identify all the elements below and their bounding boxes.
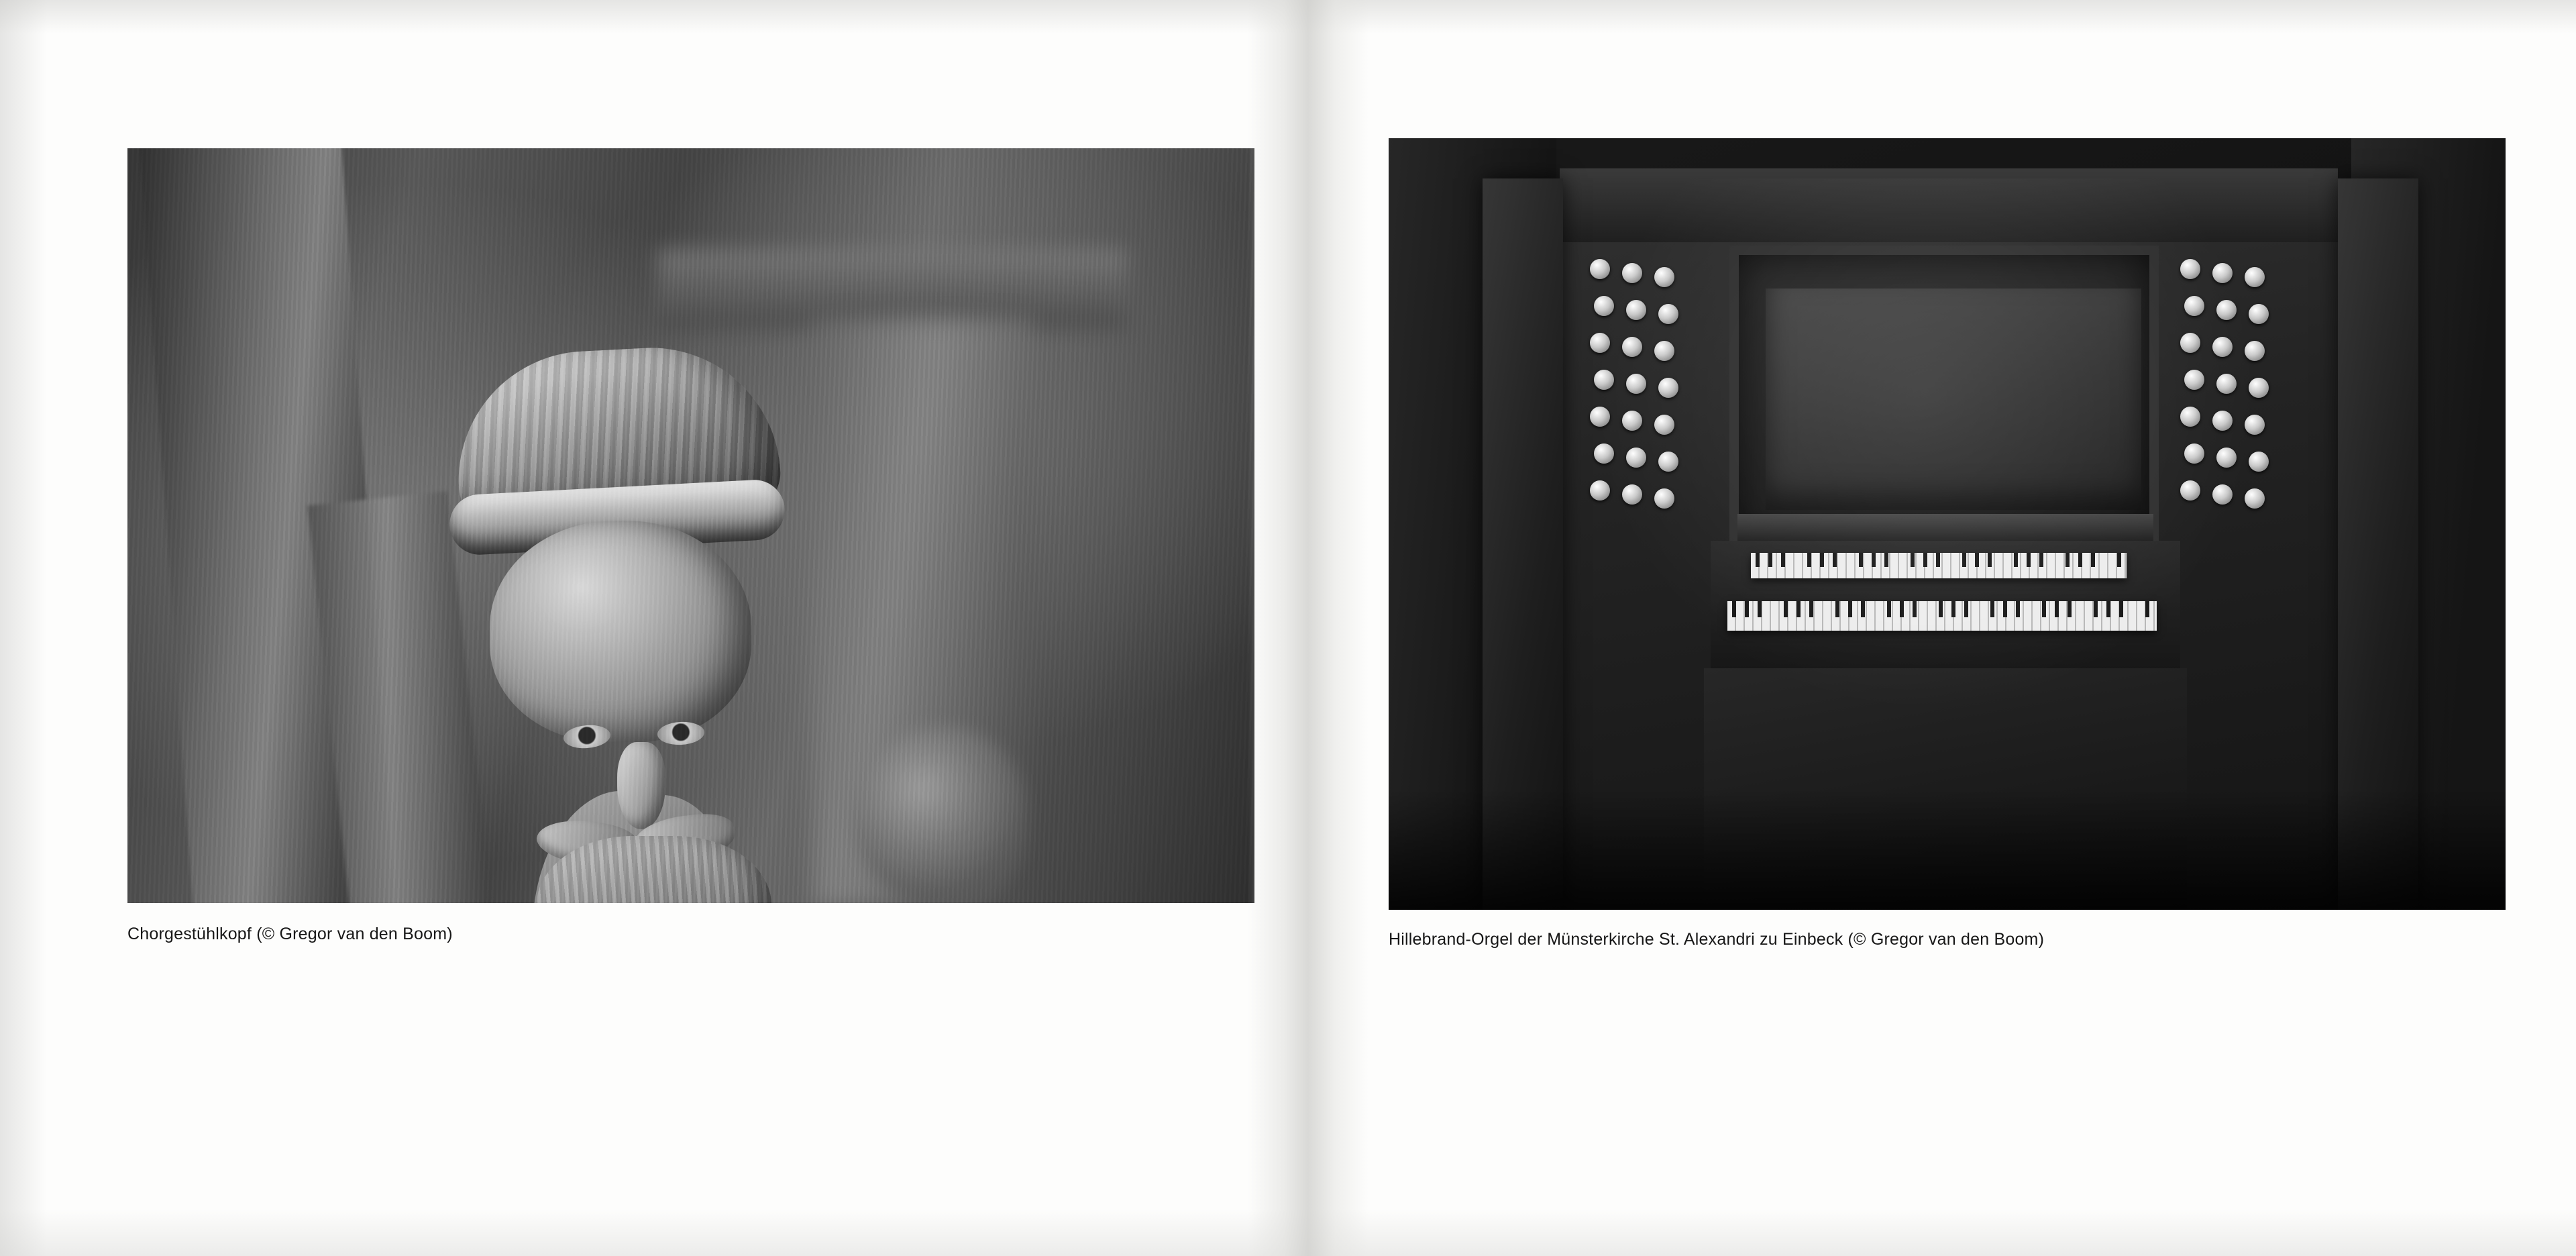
organ-manual-lower-black-keys	[1727, 601, 2157, 617]
organ-stop-knob	[2216, 448, 2237, 468]
photo-shadow-overlay	[1389, 789, 2506, 910]
organ-stop-knob-bank-right	[2180, 259, 2314, 541]
page-edge-shading-bottom	[0, 1209, 2576, 1256]
organ-stop-knob	[1594, 296, 1614, 316]
page-edge-shading-top	[0, 0, 2576, 34]
organ-stop-knob	[2245, 488, 2265, 509]
organ-stop-knob-bank-left	[1590, 259, 1724, 541]
organ-stop-knob	[1626, 448, 1646, 468]
organ-stop-knob	[2180, 407, 2200, 427]
organ-stop-knob	[1658, 304, 1678, 324]
organ-console-niche-panel	[1766, 289, 2141, 510]
organ-stop-knob	[1654, 488, 1674, 509]
organ-stop-knob	[1658, 452, 1678, 472]
figure-right-caption: Hillebrand-Orgel der Münsterkirche St. Alexandri zu Einbeck (© Gregor van den Boom)	[1389, 930, 2045, 949]
photo-choir-stall-head	[127, 148, 1254, 903]
organ-stop-knob	[1594, 443, 1614, 464]
organ-stop-knob	[2212, 484, 2233, 505]
organ-stop-knob	[2212, 411, 2233, 431]
organ-stop-knob	[1622, 484, 1642, 505]
organ-stop-knob	[2245, 267, 2265, 287]
organ-stop-knob	[1622, 337, 1642, 357]
organ-console-niche	[1729, 246, 2159, 547]
organ-stop-knob	[2216, 374, 2237, 394]
organ-music-rest	[1737, 514, 2153, 541]
organ-stop-knob	[2245, 415, 2265, 435]
organ-stop-knob	[1658, 378, 1678, 398]
organ-stop-knob	[1594, 370, 1614, 390]
organ-stop-knob	[2249, 452, 2269, 472]
organ-case-top-beam	[1560, 168, 2338, 242]
organ-stop-knob	[2212, 263, 2233, 283]
organ-stop-knob	[2180, 333, 2200, 353]
photo-choir-stall-head-image	[127, 148, 1254, 903]
page-gutter-shadow	[1248, 0, 1368, 1256]
carved-face	[490, 521, 751, 742]
organ-stop-knob	[2184, 296, 2204, 316]
organ-stop-knob	[1654, 415, 1674, 435]
organ-stop-knob	[2249, 304, 2269, 324]
organ-stop-knob	[1654, 341, 1674, 361]
organ-stop-knob	[1654, 267, 1674, 287]
organ-stop-knob	[1590, 333, 1610, 353]
organ-stop-knob	[2184, 370, 2204, 390]
organ-manual-upper-black-keys	[1751, 553, 2127, 567]
organ-stop-knob	[1590, 259, 1610, 279]
organ-stop-knob	[1590, 407, 1610, 427]
organ-stop-knob	[2249, 378, 2269, 398]
organ-manual-upper	[1751, 553, 2127, 578]
organ-stop-knob	[1622, 411, 1642, 431]
organ-stop-knob	[1626, 374, 1646, 394]
photo-organ-console-image	[1389, 138, 2506, 910]
organ-stop-knob	[1590, 480, 1610, 501]
carved-nose	[617, 742, 665, 829]
organ-stop-knob	[2212, 337, 2233, 357]
page-edge-shading-left	[0, 0, 47, 1256]
photo-organ-console	[1389, 138, 2506, 910]
figure-left-caption: Chorgestühlkopf (© Gregor van den Boom)	[127, 925, 453, 943]
organ-stop-knob	[2245, 341, 2265, 361]
organ-stop-knob	[2180, 259, 2200, 279]
organ-stop-knob	[1622, 263, 1642, 283]
figure-left	[127, 148, 1254, 944]
background-blur-shape	[852, 725, 1026, 903]
figure-right	[1389, 138, 2506, 949]
carved-eye-right	[657, 721, 705, 746]
organ-stop-knob	[2184, 443, 2204, 464]
organ-manual-lower	[1727, 601, 2157, 631]
organ-stop-knob	[2216, 300, 2237, 320]
carved-head	[449, 350, 798, 752]
carved-eye-left	[563, 723, 612, 750]
organ-stop-knob	[2180, 480, 2200, 501]
organ-stop-knob	[1626, 300, 1646, 320]
